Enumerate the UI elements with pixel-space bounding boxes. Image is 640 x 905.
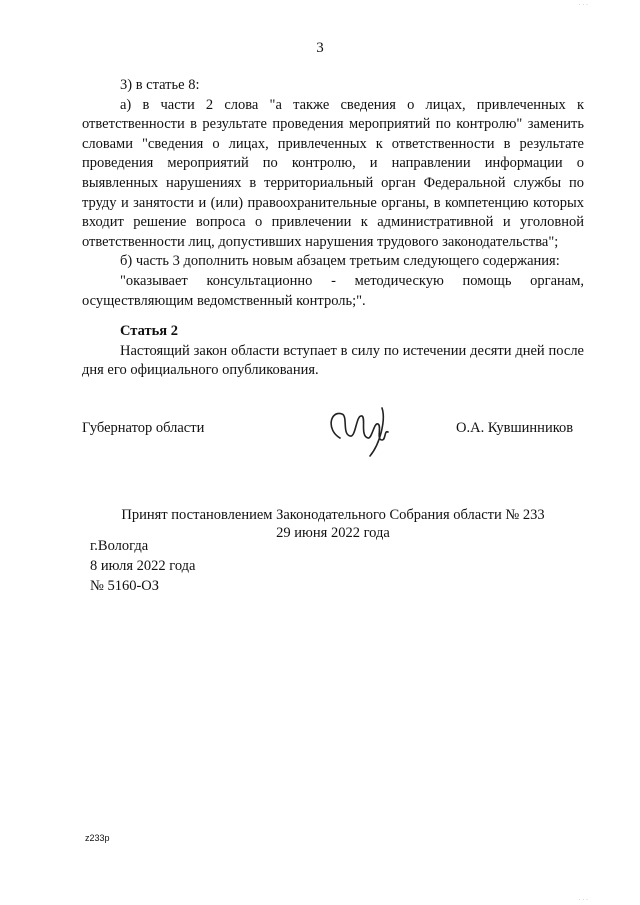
- city: г.Вологда: [90, 538, 149, 554]
- signatory-name: О.А. Кувшинников: [456, 420, 574, 436]
- article-2: [82, 322, 584, 381]
- amendment-part-a: а) в части 2 слова "а также сведения о лицах, привлеченных к ответственности в результате проведения мероприятий по контролю" заменить словами "сведения о лицах, привлеченных к ответственности в результате проведения мероприятий по контролю, и направлении информации о выявленных нарушениях в территориальный орган Федеральной службы по труду и занятости и (или) правоохранительные органы, в компетенцию которых входит решение вопроса о привлечении к административной и уголовной ответственности лиц, допустивших нарушения трудового законодательства";: [82, 96, 584, 250]
- scan-mark: · · ·: [578, 897, 588, 903]
- adoption-line-1: Принят постановлением Законодательного Собрания области № 233: [121, 507, 545, 523]
- article-title: Статья 2: [120, 323, 178, 339]
- date: 8 июля 2022 года: [90, 558, 196, 574]
- footer-code: z233р: [85, 833, 110, 843]
- article-text: Настоящий закон области вступает в силу по истечении десяти дней после дня его официального опубликования.: [82, 342, 584, 379]
- place-and-date: [90, 536, 196, 596]
- adoption-line-2: 29 июня 2022 года: [276, 525, 390, 541]
- amendments-section: [82, 76, 584, 311]
- handwritten-signature: [322, 400, 402, 460]
- scan-mark: · · ·: [578, 2, 588, 8]
- amendment-quote: "оказывает консультационно - методическую помощь органам, осуществляющим ведомственный контроль;".: [82, 272, 584, 309]
- amendment-part-b: б) часть 3 дополнить новым абзацем третьим следующего содержания:: [120, 253, 560, 270]
- page-number: 3: [316, 40, 324, 56]
- signatory-position: Губернатор области: [82, 420, 205, 436]
- amendment-intro: 3) в статье 8:: [120, 77, 200, 93]
- law-number: № 5160-ОЗ: [90, 578, 160, 594]
